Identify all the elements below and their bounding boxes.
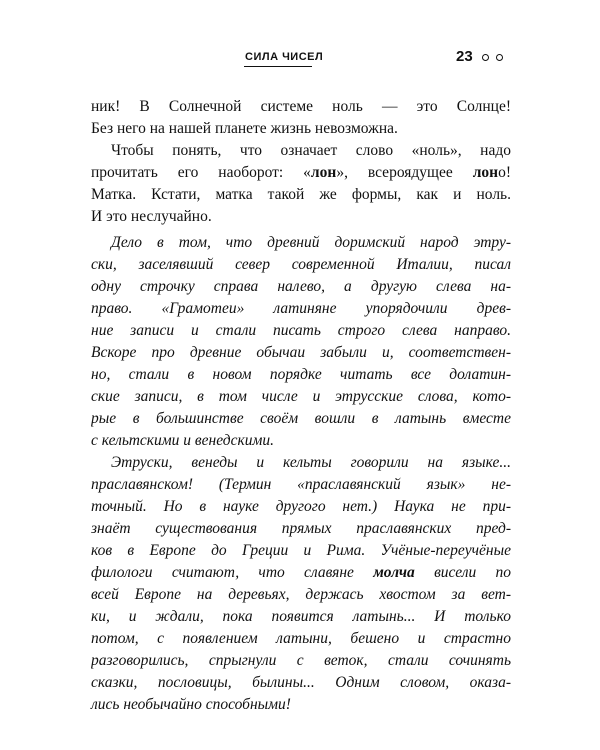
text-line: лись необычайно способными! [91, 696, 291, 713]
text-line [91, 562, 511, 584]
paragraph-1 [91, 96, 511, 140]
text-line: право. «Грамотеи» латиняне упорядочили древ- [91, 300, 511, 317]
page-number: 23 [456, 48, 473, 65]
text-run: прочитать его наоборот: « [91, 164, 311, 181]
text-line: Чтобы понять, что означает слово «ноль», надо [111, 142, 511, 159]
italic-paragraph-2 [91, 452, 511, 716]
text-run: », всероядущее [336, 164, 473, 181]
text-line: Дело в том, что древний доримский народ этру- [111, 234, 511, 251]
bold-word: молча [373, 564, 415, 581]
text-line: Этруски, венеды и кельты говорили на языке... [111, 454, 511, 471]
italic-paragraph-1 [91, 232, 511, 452]
text-line: Матка. Кстати, матка такой же формы, как и ноль. [91, 186, 511, 203]
header-underline [244, 66, 312, 67]
text-line: разговорились, спрыгнули с веток, стали сочинять [91, 652, 511, 669]
text-line: ки, и ждали, пока появится латынь... И только [91, 608, 511, 625]
text-run: висели по [414, 564, 511, 581]
body-text-italic [91, 232, 511, 716]
text-line: с кельтскими и венедскими. [91, 432, 274, 449]
text-run: филологи считают, что славяне [91, 564, 374, 581]
header-ornament-circle [482, 54, 489, 61]
text-line: сказки, пословицы, былины... Одним словом, оказа- [91, 674, 511, 691]
text-line: И это неслучайно. [91, 208, 212, 225]
text-line: всей Европе на деревьях, держась хвостом за вет- [91, 586, 511, 603]
text-line: одну строчку справа налево, а другую слева на- [91, 278, 511, 295]
header-ornament-circle [496, 54, 503, 61]
text-line: Вскоре про древние обычаи забыли и, соответствен- [91, 344, 511, 361]
text-line: рые в большинстве своём вошли в латынь вместе [91, 410, 511, 427]
bold-word: лон [472, 164, 499, 181]
text-line [91, 162, 511, 184]
text-line: точный. Но в науке другого нет.) Наука не при- [91, 498, 511, 515]
running-header-title: СИЛА ЧИСЕЛ [245, 51, 324, 63]
bold-word: лон [310, 164, 337, 181]
text-line: ков в Европе до Греции и Рима. Учёные-переучёные [91, 542, 511, 559]
text-line: ние записи и стали писать строго слева направо. [91, 322, 511, 339]
paragraph-2 [91, 140, 511, 228]
text-line: ские записи, в том числе и этрусские слова, кото- [91, 388, 511, 405]
text-line: знаёт существования прямых праславянских пред- [91, 520, 511, 537]
text-line: праславянском! (Термин «праславянский язык» не- [91, 476, 511, 493]
text-line: но, стали в новом порядке читать все долатин- [91, 366, 511, 383]
body-text-roman [91, 96, 511, 228]
text-line: потом, с появлением латыни, бешено и страстно [91, 630, 511, 647]
text-run: о! [498, 164, 511, 181]
text-line: Без него на нашей планете жизнь невозможна. [91, 120, 398, 137]
text-line: ник! В Солнечной системе ноль — это Солнце! [91, 98, 511, 115]
text-line: ски, заселявший север современной Италии, писал [91, 256, 511, 273]
